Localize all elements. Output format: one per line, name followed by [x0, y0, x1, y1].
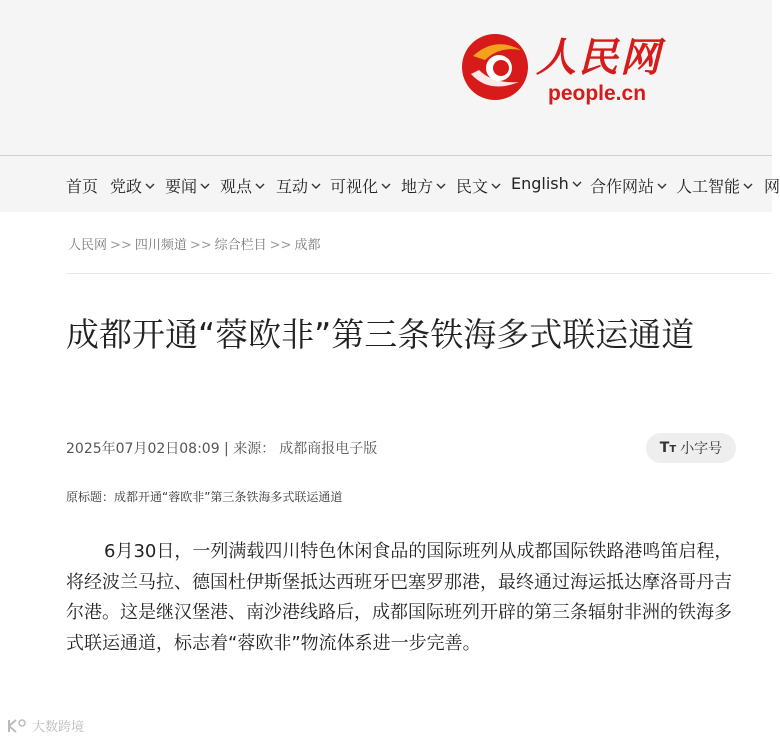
brand-domain: people.cn — [548, 82, 647, 105]
nav-item-10[interactable] — [676, 174, 754, 197]
nav-item-label: 要闻 — [165, 177, 198, 196]
breadcrumb-link[interactable]: 人民网 — [68, 238, 108, 253]
chevron-down-icon — [435, 180, 447, 192]
article-title: 成都开通“蓉欧非”第三条铁海多式联运通道 — [66, 315, 695, 354]
nav-item-5[interactable] — [330, 174, 392, 197]
nav-item-1[interactable] — [110, 174, 156, 197]
site-header — [0, 0, 772, 156]
nav-item-8[interactable] — [511, 174, 583, 193]
breadcrumb — [68, 234, 320, 253]
nav-item-6[interactable] — [401, 174, 447, 197]
watermark-text: 大数跨境 — [32, 720, 85, 735]
nav-item-label: 人工智能 — [676, 177, 741, 196]
nav-item-label: 观点 — [220, 177, 253, 196]
font-size-toggle-button[interactable] — [646, 433, 736, 463]
chevron-down-icon — [199, 180, 211, 192]
nav-item-7[interactable] — [456, 174, 502, 197]
nav-item-label: 互动 — [276, 177, 309, 196]
breadcrumb-divider — [66, 273, 772, 274]
chevron-down-icon — [380, 180, 392, 192]
main-nav — [0, 156, 780, 212]
chevron-down-icon — [742, 180, 754, 192]
breadcrumb-link[interactable]: 综合栏目 — [214, 238, 267, 253]
font-size-icon: TT — [659, 440, 677, 456]
chevron-down-icon — [490, 180, 502, 192]
breadcrumb-separator: >> — [110, 238, 132, 253]
nav-item-label: 首页 — [66, 177, 99, 196]
nav-item-label: 党政 — [110, 177, 143, 196]
article-date-source: 2025年07月02日08:09 | 来源： — [66, 441, 276, 457]
article-source-link[interactable]: 成都商报电子版 — [279, 441, 378, 457]
chevron-down-icon — [656, 180, 668, 192]
nav-item-label: 地方 — [401, 177, 434, 196]
breadcrumb-separator: >> — [189, 238, 212, 253]
chevron-down-icon — [571, 178, 583, 190]
article-meta — [66, 438, 377, 458]
original-title: 原标题：成都开通“蓉欧非”第三条铁海多式联运通道 — [66, 490, 343, 504]
nav-item-label: English — [511, 174, 569, 193]
breadcrumb-link[interactable]: 成都 — [294, 238, 321, 253]
breadcrumb-link[interactable]: 四川频道 — [134, 238, 187, 253]
nav-item-3[interactable] — [220, 174, 266, 197]
nav-item-label: 合作网站 — [590, 177, 655, 196]
font-size-label: 小字号 — [680, 441, 723, 457]
nav-item-0[interactable] — [66, 174, 98, 197]
nav-item-4[interactable] — [276, 174, 322, 197]
nav-item-11[interactable] — [764, 174, 780, 197]
watermark-logo-icon — [6, 718, 28, 734]
nav-item-2[interactable] — [165, 174, 211, 197]
nav-item-label: 网 — [764, 177, 780, 196]
chevron-down-icon — [144, 180, 156, 192]
breadcrumb-separator: >> — [269, 238, 292, 253]
nav-item-9[interactable] — [590, 174, 668, 197]
watermark — [6, 716, 84, 735]
nav-item-label: 民文 — [456, 177, 489, 196]
chevron-down-icon — [310, 180, 322, 192]
nav-item-label: 可视化 — [330, 177, 379, 196]
article-paragraph: 6月30日，一列满载四川特色休闲食品的国际班列从成都国际铁路港鸣笛启程，将经波兰马拉、德国杜伊斯堡抵达西班牙巴塞罗那港，最终通过海运抵达摩洛哥丹吉尔港。这是继汉堡港、南沙港线路后，成都国际班列开辟的第三条辐射非洲的铁海多式联运通道，标志着“蓉欧非”物流体系进一步完善。 — [66, 541, 733, 654]
brand-name: 人民网 — [536, 34, 662, 81]
chevron-down-icon — [254, 180, 266, 192]
